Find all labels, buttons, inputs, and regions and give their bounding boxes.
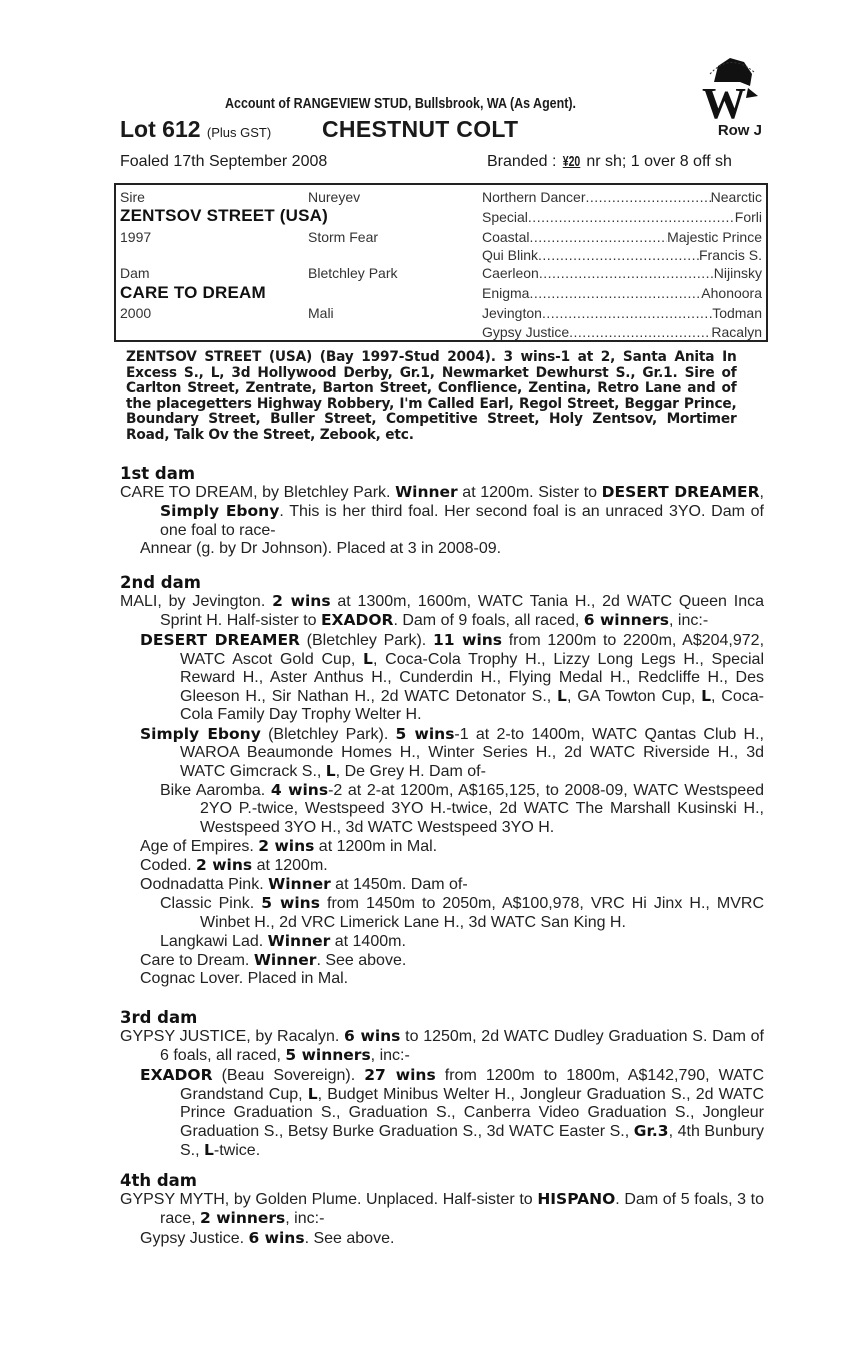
brand-mark: ¥20 xyxy=(562,153,581,170)
sire-year: 1997 xyxy=(120,229,152,245)
progeny-entry: Classic Pink. 5 wins from 1450m to 2050m, A$100,978, VRC Hi Jinx H., MVRC Winbet H., 2d VRC Limerick Lane H., 3d WATC San King H. xyxy=(160,894,764,931)
section-heading: 2nd dam xyxy=(120,573,201,592)
row-label: Row J xyxy=(717,122,762,139)
dam-paragraph: MALI, by Jevington. 2 wins at 1300m, 1600m, WATC Tania H., 2d WATC Queen Inca Sprint H. Half-sister to EXADOR. Dam of 9 foals, all raced, 6 winners, inc:- xyxy=(120,592,765,630)
progeny-entry: Coded. 2 wins at 1200m. xyxy=(140,856,328,875)
gst-note: (Plus GST) xyxy=(206,125,272,140)
pedigree-table xyxy=(114,183,768,342)
progeny-entry: EXADOR (Beau Sovereign). 27 wins from 1200m to 1800m, A$142,790, WATC Grandstand Cup, L, Budget Minibus Welter H., Jongleur Graduation S., 2d WATC Prince Graduation S., Graduation S., Canberra Video Graduation S., Jongleur Graduation S., Betsy Burke Graduation S., 3d WATC Easter S., Gr.3, 4th Bunbury S., L-twice. xyxy=(140,1065,765,1160)
progeny-entry: Simply Ebony (Bletchley Park). 5 wins-1 at 2-to 1400m, WATC Qantas Club H., WAROA Beaumonde Homes H., Winter Series H., 2d WATC Riverside H., 3d WATC Gimcrack S., L, De Grey H. Dam of- xyxy=(140,724,764,781)
vendor-account: Account of RANGEVIEW STUD, Bullsbrook, WA (As Agent). xyxy=(225,96,577,112)
sire-dam: Storm Fear xyxy=(308,229,379,245)
progeny-entry: Gypsy Justice. 6 wins. See above. xyxy=(140,1228,395,1247)
lot-header xyxy=(120,116,764,148)
progeny-entry: Age of Empires. 2 wins at 1200m in Mal. xyxy=(140,836,438,855)
progeny-entry: DESERT DREAMER (Bletchley Park). 11 wins from 1200m to 2200m, A$204,972, WATC Ascot Gold Cup, L, Coca-Cola Trophy H., Lizzy Long Legs H., Special Reward H., Aster Anthus H., Cunderdin H., Flying Medal H., Redcliffe H., Des Gleeson H., Sir Nathan H., 2d WATC Detonator S., L, GA Towton Cup, L, Coca-Cola Family Day Trophy Welter H. xyxy=(140,630,765,724)
dam-paragraph: CARE TO DREAM, by Bletchley Park. Winner at 1200m. Sister to DESERT DREAMER, Simply Ebony. This is her third foal. Her second foal is an unraced 3YO. Dam of one foal to race- xyxy=(120,483,765,539)
dam-paragraph: GYPSY MYTH, by Golden Plume. Unplaced. Half-sister to HISPANO. Dam of 5 foals, 3 to race, 2 winners, inc:- xyxy=(120,1190,764,1228)
svg-text:W: W xyxy=(702,79,746,120)
progeny-entry: Cognac Lover. Placed in Mal. xyxy=(140,970,349,988)
progeny-entry: Bike Aaromba. 4 wins-2 at 2-at 1200m, A$165,125, to 2008-09, WATC Westspeed 2YO P.-twice, Westspeed 3YO H.-twice, 2d WATC The Marshall Kusinski H., Westspeed 3YO H., 3d WATC Westspeed 3YO H. xyxy=(160,781,765,836)
stud-logo-icon xyxy=(700,52,762,120)
grandparent-row: Northern Dancer ..... Nearctic xyxy=(482,189,762,205)
grandparent-row: Caerleon ..... Nijinsky xyxy=(482,265,762,281)
section-heading: 1st dam xyxy=(120,464,196,483)
second-dam-section xyxy=(120,574,764,988)
grandparent-row: Enigma ..... Ahonoora xyxy=(482,285,762,301)
foaled-date: Foaled 17th September 2008 xyxy=(120,153,328,170)
progeny-entry: Langkawi Lad. Winner at 1400m. xyxy=(160,931,406,950)
sire-label: Sire xyxy=(120,189,145,205)
grandparent-row: Qui Blink ..... Francis S. xyxy=(482,247,762,263)
progeny-entry: Annear (g. by Dr Johnson). Placed at 3 in 2008-09. xyxy=(140,539,502,557)
dam-sire: Bletchley Park xyxy=(308,265,398,281)
third-dam-section xyxy=(120,1009,764,1161)
progeny-entry: Oodnadatta Pink. Winner at 1450m. Dam of- xyxy=(140,875,468,894)
dam-year: 2000 xyxy=(120,305,152,321)
dam-name: CARE TO DREAM xyxy=(120,283,266,302)
dam-paragraph: GYPSY JUSTICE, by Racalyn. 6 wins to 1250m, 2d WATC Dudley Graduation S. Dam of 6 foals, all raced, 5 winners, inc:- xyxy=(120,1027,764,1065)
grandparent-row: Coastal ..... Majestic Prince xyxy=(482,229,762,245)
sire-bio: ZENTSOV STREET (USA) (Bay 1997-Stud 2004). 3 wins-1 at 2, Santa Anita In Excess S., L, 3d Hollywood Derby, Gr.1, Newmarket Dewhurst S., Gr.1. Sire of Carlton Street, Zentrate, Barton Street, Conflience, Zentina, Retro Lane and of the placegetters Highway Robbery, I'm Called Earl, Regol Street, Beggar Prince, Boundary Street, Buller Street, Competitive Street, Holy Zentsov, Mortimer Road, Talk Ov the Street, Zebook, etc. xyxy=(126,349,737,443)
grandparent-row: Special ..... Forli xyxy=(482,209,762,225)
dam-dam: Mali xyxy=(308,305,334,321)
brand-info: Branded : ¥20 nr sh; 1 over 8 off sh xyxy=(487,153,732,170)
sire-name: ZENTSOV STREET (USA) xyxy=(120,206,329,225)
grandparent-row: Jevington ..... Todman xyxy=(482,305,762,321)
lot-number: Lot 612 (Plus GST) xyxy=(120,116,272,142)
fourth-dam-section xyxy=(120,1172,764,1248)
sire-sire: Nureyev xyxy=(308,189,361,205)
horse-title: CHESTNUT COLT xyxy=(322,116,519,142)
grandparent-row: Gypsy Justice ..... Racalyn xyxy=(482,324,762,340)
progeny-entry: Care to Dream. Winner. See above. xyxy=(140,951,407,970)
section-heading: 3rd dam xyxy=(120,1008,198,1027)
dam-label: Dam xyxy=(120,265,150,281)
section-heading: 4th dam xyxy=(120,1171,197,1190)
first-dam-section xyxy=(120,465,764,558)
